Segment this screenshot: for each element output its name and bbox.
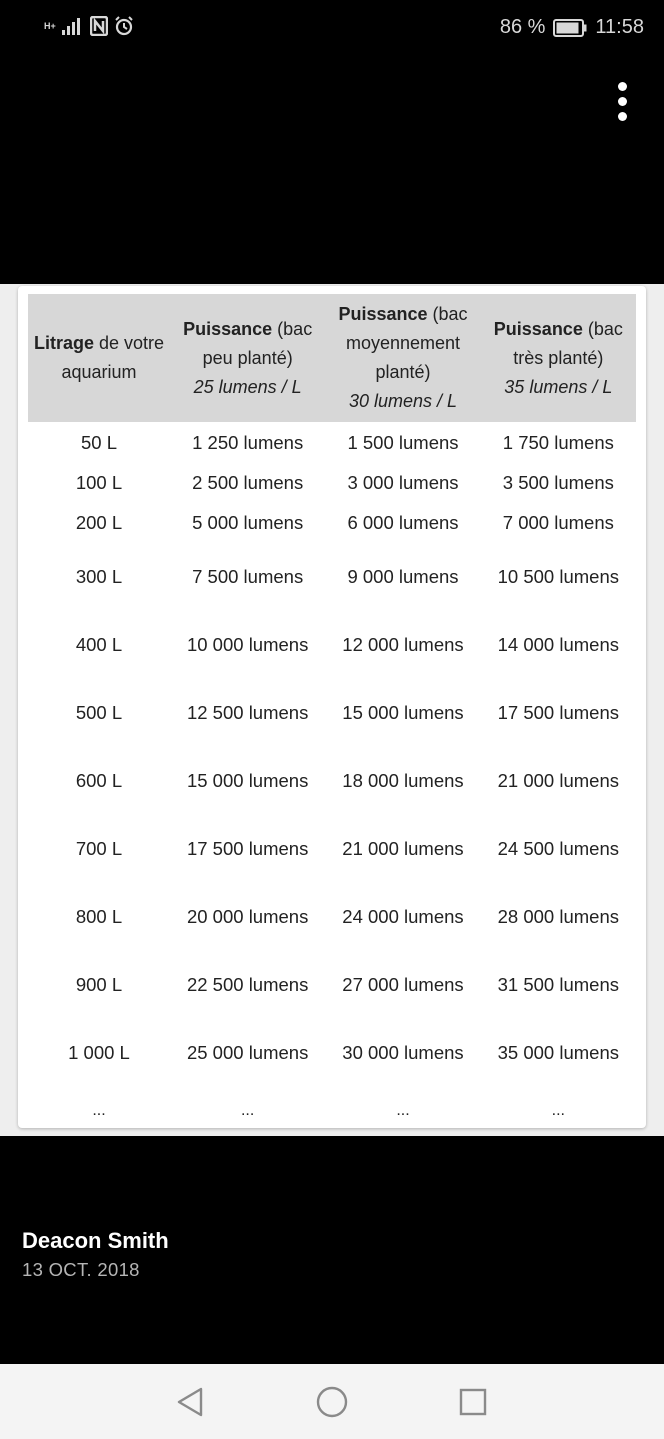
table-cell: 600 L: [75, 769, 123, 791]
table-row: [28, 610, 636, 678]
table-cell: 35 000 lumens: [497, 1041, 620, 1063]
table-row: [28, 814, 636, 882]
table-row: [28, 882, 636, 950]
table-cell: 1 250 lumens: [192, 431, 304, 453]
table-cell: 25 000 lumens: [186, 1041, 309, 1063]
table-row: [28, 422, 636, 462]
table-cell: 3 500 lumens: [502, 471, 614, 493]
table-cell: 28 000 lumens: [497, 905, 620, 927]
table-row: [28, 502, 636, 542]
photo-viewer[interactable]: [0, 284, 664, 1136]
more-vert-icon[interactable]: [616, 82, 628, 122]
table-cell: 14 000 lumens: [497, 633, 620, 655]
table-header-row: [28, 294, 636, 422]
table-cell: 3 000 lumens: [347, 471, 459, 493]
table-card: [18, 286, 646, 1128]
nfc-icon: [90, 16, 108, 36]
table-cell: 1 750 lumens: [502, 431, 614, 453]
table-cell: 800 L: [75, 905, 123, 927]
status-bar: [0, 0, 664, 56]
table-cell: ...: [396, 1101, 410, 1119]
header-tres-plante: Puissance (bac très planté) 35 lumens / L: [481, 294, 636, 422]
table-cell: 2 500 lumens: [192, 471, 304, 493]
table-cell: 7 000 lumens: [502, 511, 614, 533]
back-triangle-icon: [175, 1386, 205, 1418]
table-cell: 900 L: [75, 973, 123, 995]
status-icons-right: [500, 16, 644, 39]
table-cell: 12 000 lumens: [342, 633, 464, 655]
lumens-table: [28, 294, 636, 1134]
table-cell: 17 500 lumens: [497, 701, 620, 723]
table-cell: 100 L: [75, 471, 123, 493]
table-cell: 400 L: [75, 633, 123, 655]
clock: 11:58: [595, 16, 644, 38]
table-cell: 22 500 lumens: [186, 973, 309, 995]
header-moyennement-plante: Puissance (bac moyennement planté) 30 lumens / L: [325, 294, 480, 422]
table-cell: 24 500 lumens: [497, 837, 620, 859]
table-cell: 20 000 lumens: [186, 905, 309, 927]
table-cell: 12 500 lumens: [186, 701, 309, 723]
table-cell: 9 000 lumens: [347, 565, 459, 587]
table-cell: 300 L: [75, 565, 123, 587]
table-cell: 17 500 lumens: [186, 837, 309, 859]
table-cell: 5 000 lumens: [192, 511, 304, 533]
header-litrage: Litrage de votre aquarium: [28, 294, 170, 422]
network-type-label: H+: [44, 20, 56, 31]
table-row: [28, 746, 636, 814]
table-cell: 700 L: [75, 837, 123, 859]
table-cell: 7 500 lumens: [192, 565, 304, 587]
author-name: Deacon Smith: [22, 1228, 169, 1253]
table-cell: 50 L: [80, 431, 117, 453]
table-cell: 30 000 lumens: [342, 1041, 464, 1063]
table-cell: 21 000 lumens: [497, 769, 620, 791]
table-cell: ...: [92, 1101, 106, 1119]
table-cell: 10 000 lumens: [186, 633, 309, 655]
table-row: [28, 1018, 636, 1086]
table-row: [28, 1086, 636, 1134]
status-icons-left: [44, 16, 134, 36]
table-cell: 21 000 lumens: [342, 837, 464, 859]
table-cell: 1 000 L: [68, 1041, 130, 1063]
table-row: [28, 462, 636, 502]
home-button[interactable]: [312, 1382, 352, 1422]
back-button[interactable]: [170, 1382, 210, 1422]
battery-icon: [553, 19, 587, 37]
recents-square-icon: [458, 1387, 488, 1417]
table-cell: 1 500 lumens: [347, 431, 459, 453]
table-cell: 6 000 lumens: [347, 511, 459, 533]
header-peu-plante: Puissance (bac peu planté) 25 lumens / L: [170, 294, 325, 422]
signal-icon: [62, 17, 84, 35]
system-nav-bar: [0, 1364, 664, 1439]
home-circle-icon: [315, 1385, 349, 1419]
post-date: 13 OCT. 2018: [22, 1259, 140, 1280]
alarm-icon: [114, 16, 134, 36]
table-cell: 200 L: [75, 511, 123, 533]
table-cell: 18 000 lumens: [342, 769, 464, 791]
table-cell: ...: [240, 1101, 255, 1119]
table-cell: 31 500 lumens: [497, 973, 620, 995]
table-cell: 24 000 lumens: [342, 905, 464, 927]
table-cell: 27 000 lumens: [342, 973, 464, 995]
table-row: [28, 950, 636, 1018]
table-cell: ...: [551, 1101, 565, 1119]
recents-button[interactable]: [453, 1382, 493, 1422]
table-cell: 15 000 lumens: [186, 769, 309, 791]
table-cell: 10 500 lumens: [497, 565, 620, 587]
table-cell: 500 L: [75, 701, 123, 723]
battery-percent: 86 %: [499, 16, 546, 38]
table-row: [28, 542, 636, 610]
table-row: [28, 678, 636, 746]
table-cell: 15 000 lumens: [342, 701, 464, 723]
